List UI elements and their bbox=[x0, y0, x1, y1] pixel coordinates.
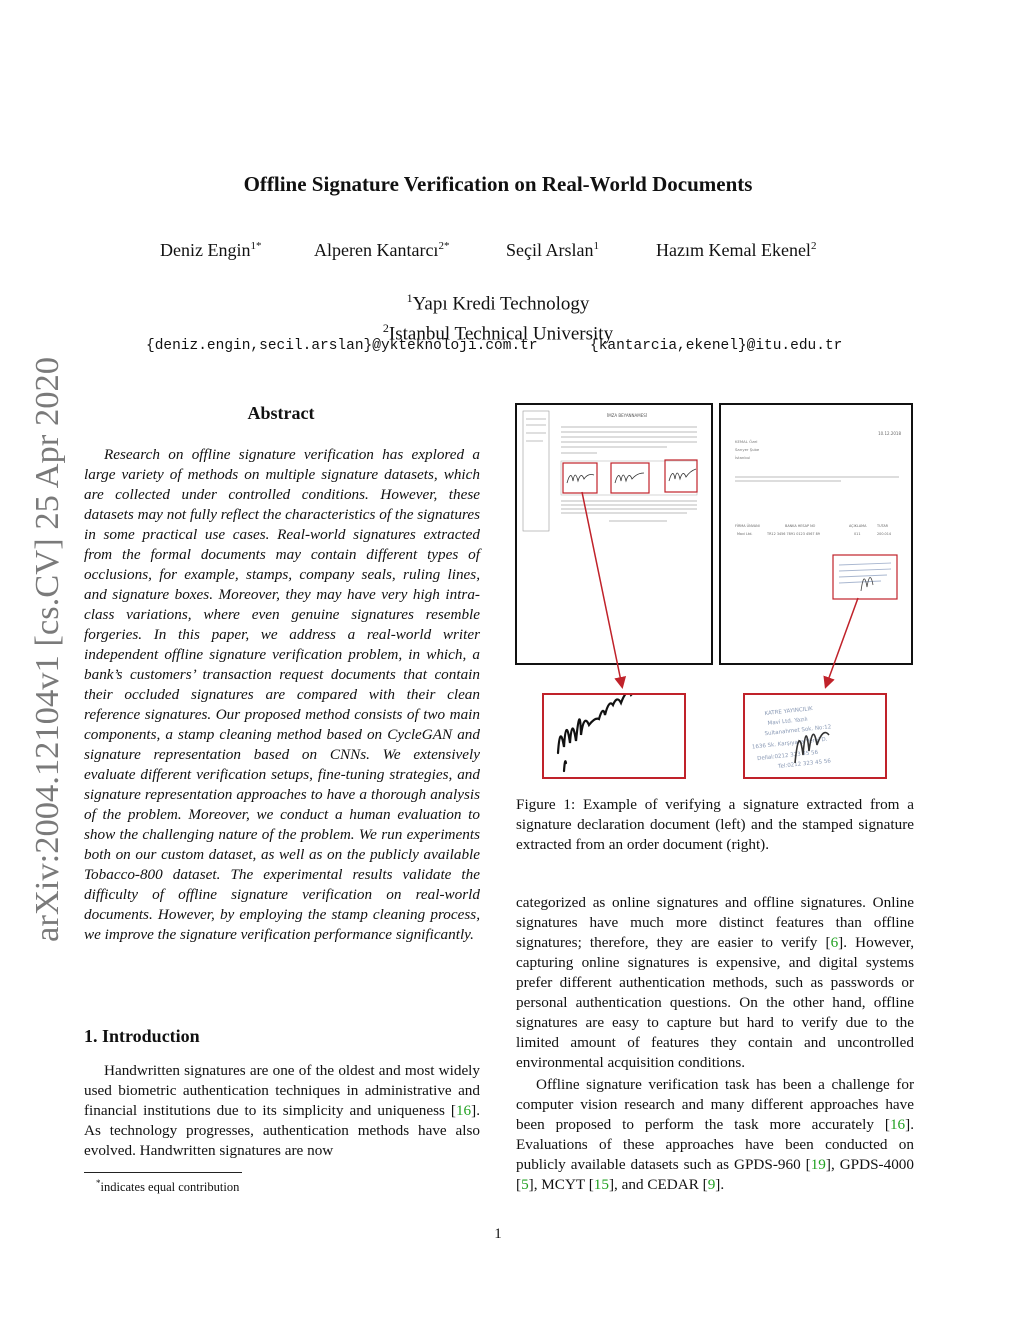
right-doc-table-h3: AÇIKLAMA bbox=[849, 524, 867, 528]
citation-link[interactable]: 19 bbox=[810, 1156, 826, 1173]
affiliation-2-sup: 2 bbox=[382, 321, 389, 336]
col2-p2-text-c: ], GPDS-4000 [ bbox=[516, 1156, 914, 1193]
col2-p1-text-b: ]. However, capturing online signatures is expensive, and digital systems prefer different authentication methods, such as passwords or personal authentication questions. On the other hand, offline signatures are easy to capture but hard to verify due to the limited amount of features they contain and uncontrolled environmental acquisition conditions. bbox=[516, 934, 914, 1071]
stamp-line-4: 1636 Sk. Karşıyaka Vergi D. bbox=[751, 736, 828, 751]
affiliation-1 bbox=[0, 286, 996, 316]
paper-title: Offline Signature Verification on Real-World Documents bbox=[243, 172, 753, 196]
handwritten-signature bbox=[558, 695, 645, 771]
figure-caption: Figure 1: Example of verifying a signature extracted from a signature declaration document (left) and the stamped signature extracted from an order document (right). bbox=[516, 796, 914, 853]
arxiv-stamp bbox=[14, 350, 74, 950]
footnote-text: indicates equal contribution bbox=[100, 1180, 240, 1195]
author-2-name: Alperen Kantarcı bbox=[314, 240, 439, 260]
author-1-sup: 1* bbox=[250, 240, 262, 252]
arrow-left bbox=[582, 492, 622, 686]
col2-p2-text-a: Offline signature verification task has been a challenge for computer vision research and many different approaches have been proposed to perform the task more accurately [ bbox=[516, 1076, 914, 1133]
affiliation-2-name: Istanbul Technical University bbox=[388, 323, 614, 345]
author-4-name: Hazım Kemal Ekenel bbox=[656, 240, 811, 260]
right-doc-table-h4: TUTAR bbox=[877, 524, 889, 528]
stamp-line-1: KATRE YAYINCILIK bbox=[764, 706, 814, 718]
citation-link[interactable]: 15 bbox=[593, 1176, 609, 1193]
footnote-sup: * bbox=[96, 1178, 101, 1188]
right-doc-table-h2: BANKA HESAP NO bbox=[785, 524, 816, 528]
affiliation-1-name: Yapı Kredi Technology bbox=[412, 293, 590, 315]
author-3 bbox=[506, 240, 599, 261]
introduction-paragraph bbox=[84, 1061, 480, 1161]
author-4-sup: 2 bbox=[810, 240, 817, 252]
arxiv-id-text: arXiv:2004.12104v1 [cs.CV] 25 Apr 2020 bbox=[29, 365, 66, 942]
email-list bbox=[146, 338, 866, 360]
stamp-line-5: Dellal:0212 323 45 56 bbox=[756, 749, 819, 763]
right-doc-line-3: İstanbul bbox=[735, 455, 751, 460]
right-doc-row-3: 011 bbox=[854, 532, 861, 536]
citation-link[interactable]: 16 bbox=[889, 1116, 906, 1133]
email-1[interactable]: {deniz.engin,secil.arslan}@ykteknoloji.com.tr bbox=[146, 338, 538, 354]
figure-1 bbox=[514, 402, 914, 784]
page-number: 1 bbox=[494, 1226, 502, 1242]
col2-p2-text-f: ]. bbox=[715, 1176, 725, 1193]
stamped-signature-crop bbox=[743, 693, 887, 779]
arrow-right bbox=[826, 598, 858, 686]
right-doc-table-h1: FİRMA ÜNVANI bbox=[735, 524, 760, 528]
col2-p1-text-a: categorized as online signatures and offline signatures. Online signatures have much more distinct features than offline signatures; therefore, they are easier to verify [ bbox=[516, 894, 914, 951]
intro-text-b: ]. As technology progresses, authentication methods have also evolved. Handwritten signatures are now bbox=[84, 1102, 480, 1159]
author-list bbox=[160, 240, 850, 268]
author-1-name: Deniz Engin bbox=[160, 240, 251, 260]
stamp-line-2: Mavi Ltd. Yazılı bbox=[767, 716, 809, 727]
column2-paragraph-1 bbox=[516, 893, 914, 1073]
right-doc-row-4: 200.014 bbox=[877, 532, 892, 536]
col2-p2-text-e: ], and CEDAR [ bbox=[608, 1176, 708, 1193]
author-2-sup: 2* bbox=[438, 240, 450, 252]
author-2 bbox=[314, 240, 449, 261]
col2-p2-text-d: ], MCYT [ bbox=[528, 1176, 594, 1193]
introduction-heading: 1. Introduction bbox=[84, 1026, 200, 1046]
right-doc-line-1: KEMAL Özel bbox=[735, 439, 758, 444]
abstract-text: Research on offline signature verification has explored a large variety of methods on multiple signature datasets, which are collected under controlled conditions. However, these datasets may not fully reflect the characteristics of the signatures in some practical use cases. Real-world signatures extracted from the formal documents may contain different types of occlusions, for example, stamps, company seals, ruling lines, and signature boxes. Moreover, they may have very high intra-class variations, where even genuine signatures resemble forgeries. In this paper, we address a real-world writer independent offline signature verification problem, in which, a bank’s customers’ transaction request documents that contain their occluded signatures are compared with their clean reference signatures. Our proposed method consists of two main components, a stamp cleaning method based on CycleGAN and signature representation based on CNNs. We extensively evaluate different verification setups, fine-tuning strategies, and signature representation approaches to have a thorough analysis of the problem. Moreover, we conduct a human evaluation to show the challenging nature of the problem. We run experiments both on our custom dataset, as well as on the publicly available Tobacco-800 dataset. The experimental results validate the difficulty of offline signature verification on real-world documents. However, by employing the stamp cleaning process, we improve the signature verification performance significantly. bbox=[84, 446, 480, 943]
footnote bbox=[96, 1178, 239, 1195]
abstract-heading: Abstract bbox=[247, 403, 315, 423]
email-2[interactable]: {kantarcia,ekenel}@itu.edu.tr bbox=[590, 338, 843, 354]
affiliation-1-sup: 1 bbox=[406, 291, 413, 305]
right-doc-row-2: TR12 3456 7891 0123 4567 89 bbox=[767, 532, 820, 536]
clean-signature-crop bbox=[542, 693, 686, 779]
author-3-name: Seçil Arslan bbox=[506, 240, 594, 260]
citation-link[interactable]: 5 bbox=[521, 1176, 529, 1193]
intro-text-a: Handwritten signatures are one of the oldest and most widely used biometric authentication techniques in administrative and financial institutions due to its simplicity and uniqueness [ bbox=[84, 1062, 480, 1119]
right-doc-row-1: Mavi Ltd. bbox=[737, 532, 753, 536]
author-3-sup: 1 bbox=[593, 240, 599, 252]
col2-p2-text-b: ]. Evaluations of these approaches have been conducted on publicly available datasets such as GPDS-960 [ bbox=[516, 1116, 914, 1173]
author-4 bbox=[656, 240, 816, 261]
footnote-divider bbox=[84, 1172, 242, 1173]
column2-paragraph-2 bbox=[516, 1075, 914, 1195]
left-doc-heading: İMZA BEYANNAMESİ bbox=[607, 413, 647, 418]
author-1 bbox=[160, 240, 261, 261]
right-doc-date: 10.12.2018 bbox=[878, 431, 901, 436]
citation-link[interactable]: 9 bbox=[707, 1176, 716, 1193]
stamp-line-6: Tel:0212 323 45 56 bbox=[777, 758, 832, 770]
citation-link[interactable]: 16 bbox=[455, 1102, 472, 1119]
citation-link[interactable]: 6 bbox=[830, 934, 839, 951]
right-doc-line-2: Sarıyer Şube bbox=[735, 447, 760, 452]
stamp-line-3: Sultanahmet Sok. No:12 bbox=[764, 724, 832, 738]
